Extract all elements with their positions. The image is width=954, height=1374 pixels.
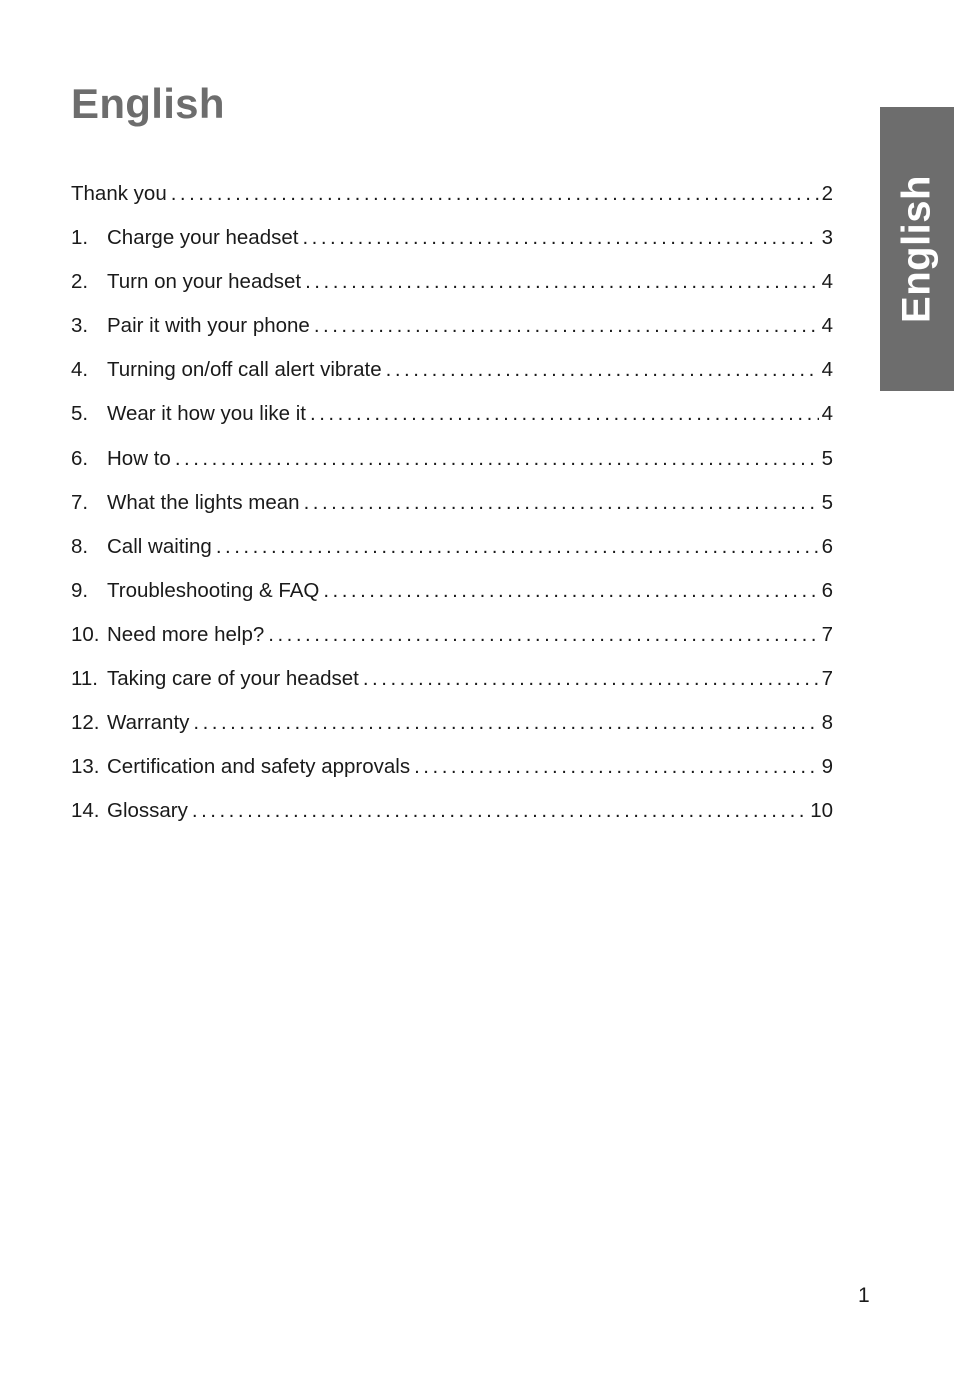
toc-entry-page: 2 — [821, 182, 833, 205]
toc-leader — [171, 172, 819, 216]
toc-entry-number: 3. — [71, 314, 89, 338]
toc-entry-page: 3 — [821, 226, 833, 250]
toc-entry-page: 4 — [821, 358, 833, 382]
toc-entry-number: 7. — [71, 490, 89, 514]
toc-entry-title: Need more help? — [107, 622, 265, 646]
toc-entry-title: Wear it how you like it — [107, 402, 307, 426]
toc-entry[interactable] — [71, 437, 833, 481]
toc-entry-title: How to — [107, 446, 171, 470]
toc-entry-number: 4. — [71, 358, 89, 382]
toc-entry-page: 7 — [821, 622, 833, 646]
toc-leader — [414, 745, 818, 789]
toc-entry-page: 7 — [821, 667, 833, 691]
toc-entry[interactable] — [71, 260, 833, 304]
toc-entry[interactable] — [71, 348, 833, 392]
toc-entry-title: Taking care of your headset — [107, 667, 359, 691]
toc-entry-title: Pair it with your phone — [107, 314, 310, 338]
toc-entry-title: Warranty — [107, 711, 190, 735]
toc-entry-number: 8. — [71, 534, 89, 558]
toc-entry[interactable] — [71, 525, 833, 569]
toc-entry-page: 4 — [821, 270, 833, 294]
toc-entry-page: 4 — [821, 314, 833, 338]
toc-entry-page: 10 — [810, 799, 833, 823]
toc-leader — [363, 657, 819, 701]
toc-entry[interactable] — [71, 304, 833, 348]
toc-leader — [323, 569, 818, 613]
toc-entry-title: Turning on/off call alert vibrate — [107, 358, 382, 382]
toc-entry-title: Call waiting — [107, 534, 212, 558]
toc-entry[interactable] — [71, 172, 833, 216]
toc-entry[interactable] — [71, 657, 833, 701]
toc-entry-number: 1. — [71, 226, 89, 250]
toc-entry-number: 6. — [71, 446, 89, 470]
toc-leader — [386, 348, 819, 392]
toc-entry-title: Charge your headset — [107, 226, 299, 250]
toc-entry-number: 11. — [71, 667, 98, 691]
toc-entry-number: 10. — [71, 622, 100, 646]
toc-entry-title: Thank you — [71, 182, 167, 205]
toc-leader — [192, 789, 807, 833]
toc-entry-title: Certification and safety approvals — [107, 755, 411, 779]
toc-entry-number: 13. — [71, 755, 100, 779]
toc-leader — [304, 481, 819, 525]
toc-leader — [314, 304, 819, 348]
toc-entry-title: What the lights mean — [107, 490, 300, 514]
table-of-contents — [71, 172, 833, 833]
toc-entry-title: Glossary — [107, 799, 188, 823]
page-number: 1 — [858, 1284, 870, 1307]
toc-entry-page: 6 — [821, 578, 833, 602]
toc-entry-page: 5 — [821, 490, 833, 514]
toc-entry[interactable] — [71, 789, 833, 833]
toc-entry[interactable] — [71, 745, 833, 789]
toc-entry[interactable] — [71, 613, 833, 657]
toc-leader — [268, 613, 818, 657]
toc-entry-number: 2. — [71, 270, 89, 294]
toc-entry-title: Troubleshooting & FAQ — [107, 578, 320, 602]
toc-entry-page: 9 — [821, 755, 833, 779]
toc-leader — [216, 525, 819, 569]
toc-leader — [305, 260, 818, 304]
toc-entry-number: 9. — [71, 578, 89, 602]
toc-leader — [193, 701, 818, 745]
toc-entry[interactable] — [71, 216, 833, 260]
toc-entry-page: 6 — [821, 534, 833, 558]
toc-leader — [175, 437, 819, 481]
toc-leader — [310, 392, 819, 436]
toc-entry-page: 8 — [821, 711, 833, 735]
toc-entry[interactable] — [71, 701, 833, 745]
toc-entry-page: 4 — [821, 402, 833, 426]
toc-entry-number: 14. — [71, 799, 100, 823]
toc-entry-page: 5 — [821, 446, 833, 470]
language-tab-label: English — [894, 175, 939, 323]
toc-entry[interactable] — [71, 392, 833, 436]
toc-entry[interactable] — [71, 569, 833, 613]
toc-leader — [302, 216, 818, 260]
language-tab — [880, 107, 954, 391]
toc-entry-number: 12. — [71, 711, 100, 735]
toc-entry-title: Turn on your headset — [107, 270, 302, 294]
toc-entry[interactable] — [71, 481, 833, 525]
page-title: English — [71, 80, 225, 127]
toc-entry-number: 5. — [71, 402, 89, 426]
